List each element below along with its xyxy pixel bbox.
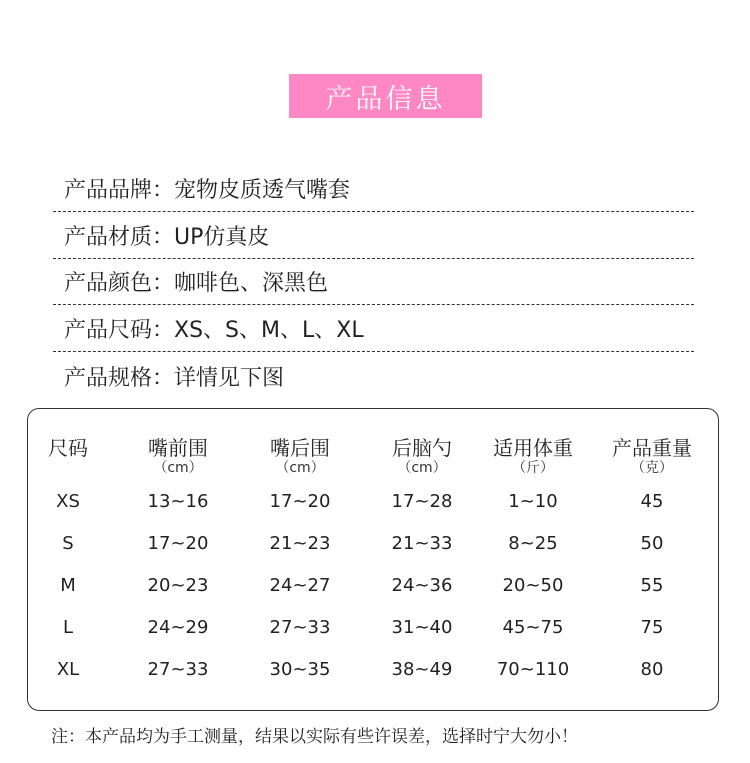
info-value: XS、S、M、L、XL — [174, 318, 364, 343]
table-cell: 27~33 — [269, 617, 331, 638]
table-cell: 75 — [640, 617, 664, 638]
table-cell: 30~35 — [269, 659, 331, 680]
header-name: 产品重量 — [612, 436, 692, 460]
table-cell: M — [60, 575, 76, 596]
section-title-banner — [289, 74, 482, 118]
info-row-material — [53, 213, 694, 259]
table-cell: L — [62, 617, 74, 638]
table-cell: 70~110 — [496, 659, 570, 680]
table-header — [367, 436, 477, 476]
table-cell: 17~20 — [269, 491, 331, 512]
header-unit: （cm） — [275, 460, 325, 476]
header-name: 嘴前围 — [148, 436, 208, 460]
table-cell: 13~16 — [147, 491, 209, 512]
info-row-size — [53, 306, 694, 352]
header-name: 适用体重 — [493, 436, 573, 460]
table-cell: 8~25 — [508, 533, 558, 554]
table-cell: 20~50 — [502, 575, 564, 596]
header-unit: （斤） — [512, 460, 554, 476]
table-cell: 31~40 — [391, 617, 453, 638]
header-unit: （cm） — [153, 460, 203, 476]
table-cell: 24~36 — [391, 575, 453, 596]
table-cell: 24~29 — [147, 617, 209, 638]
info-label: 产品规格： — [64, 365, 175, 391]
header-name: 嘴后围 — [270, 436, 330, 460]
table-cell: 1~10 — [508, 491, 558, 512]
info-value: 宠物皮质透气嘴套 — [174, 178, 351, 203]
table-cell: 38~49 — [391, 659, 453, 680]
size-table — [27, 408, 719, 711]
table-cell: 45 — [640, 491, 664, 512]
table-cell: S — [62, 533, 74, 554]
table-header — [245, 436, 355, 476]
header-unit: （cm） — [397, 460, 447, 476]
disclaimer-note: 注：本产品均为手工测量，结果以实际有些许误差，选择时宁大勿小！ — [51, 727, 578, 747]
info-row-color — [53, 259, 694, 305]
header-name: 尺码 — [48, 436, 88, 460]
info-row-spec — [53, 353, 694, 399]
table-cell: XL — [56, 659, 80, 680]
info-row-brand — [53, 166, 694, 212]
info-label: 产品材质： — [64, 225, 175, 250]
table-cell: XS — [56, 491, 80, 512]
table-header — [592, 436, 712, 476]
header-name: 后脑勺 — [392, 436, 452, 460]
table-header — [473, 436, 593, 476]
section-title: 产品信息 — [325, 83, 446, 115]
table-cell: 27~33 — [147, 659, 209, 680]
info-value: UP仿真皮 — [174, 225, 270, 250]
header-unit: （克） — [631, 460, 673, 476]
table-cell: 45~75 — [502, 617, 564, 638]
table-cell: 24~27 — [269, 575, 331, 596]
info-value: 详情见下图 — [174, 365, 285, 391]
table-cell: 17~20 — [147, 533, 209, 554]
table-cell: 21~33 — [391, 533, 453, 554]
table-cell: 21~23 — [269, 533, 331, 554]
info-label: 产品尺码： — [64, 318, 175, 343]
table-cell: 50 — [640, 533, 664, 554]
table-cell: 80 — [640, 659, 664, 680]
table-cell: 20~23 — [147, 575, 209, 596]
info-label: 产品品牌： — [64, 178, 175, 203]
table-cell: 55 — [640, 575, 664, 596]
info-value: 咖啡色、深黑色 — [174, 271, 329, 296]
table-header — [123, 436, 233, 476]
table-header — [28, 436, 108, 460]
table-cell: 17~28 — [391, 491, 453, 512]
info-label: 产品颜色： — [64, 271, 175, 296]
